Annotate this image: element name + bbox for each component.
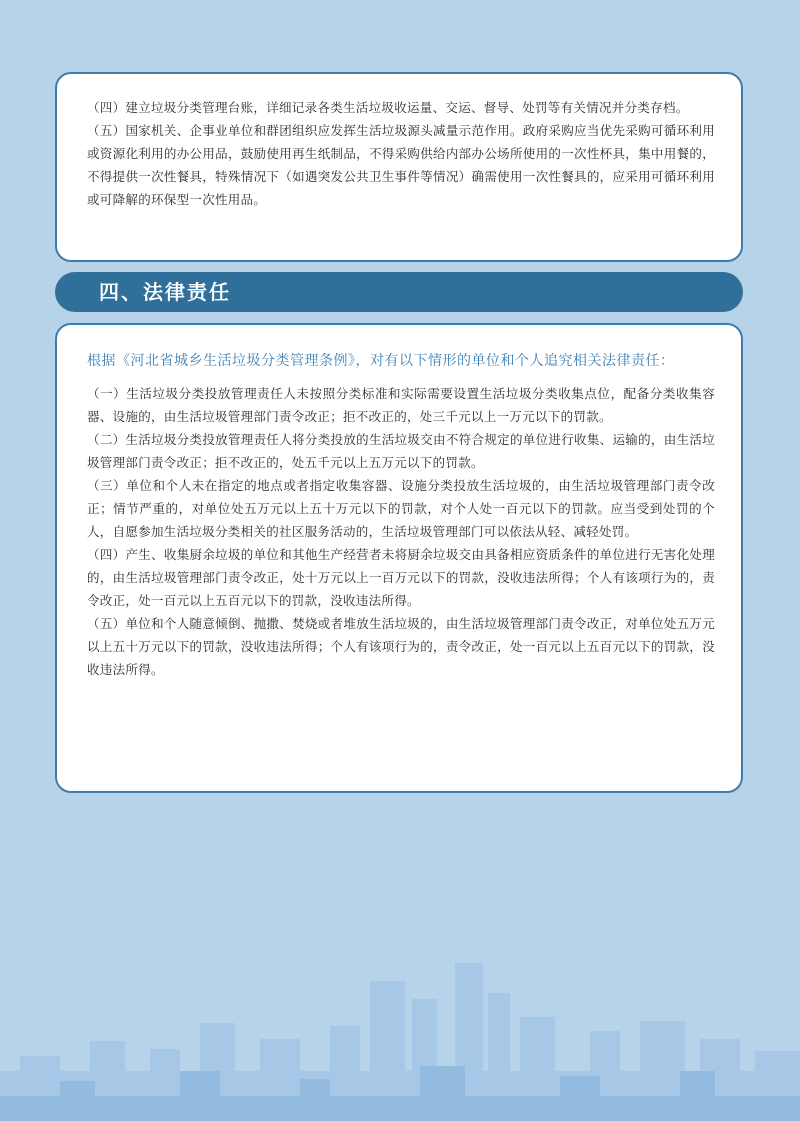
legal-responsibility-card	[55, 323, 743, 793]
legal-item: （四）产生、收集厨余垃圾的单位和其他生产经营者未将厨余垃圾交由具备相应资质条件的单位进行无害化处理的，由生活垃圾管理部门责令改正，处十万元以上一百万元以下的罚款，没收违法所得；个人有该项行为的，责令改正，处一百元以上五百元以下的罚款，没收违法所得。	[87, 547, 715, 608]
legal-item: （二）生活垃圾分类投放管理责任人将分类投放的生活垃圾交由不符合规定的单位进行收集、运输的，由生活垃圾管理部门责令改正；拒不改正的，处五千元以上五万元以下的罚款。	[87, 432, 715, 470]
paragraph-five: （五）国家机关、企事业单位和群团组织应发挥生活垃圾源头减量示范作用。政府采购应当优先采购可循环利用或资源化利用的办公用品，鼓励使用再生纸制品，不得采购供给内部办公场所使用的一次性杯具，集中用餐的，不得提供一次性餐具，特殊情况下（如遇突发公共卫生事件等情况）确需使用一次性餐具的，应采用可循环利用或可降解的环保型一次性用品。	[87, 123, 715, 207]
section-header-banner	[55, 272, 743, 312]
legal-item: （三）单位和个人未在指定的地点或者指定收集容器、设施分类投放生活垃圾的，由生活垃圾管理部门责令改正；情节严重的，对单位处五万元以上五十万元以下的罚款，对个人处一百元以下的罚款。应当受到处罚的个人，自愿参加生活垃圾分类相关的社区服务活动的，生活垃圾管理部门可以依法从轻、减轻处罚。	[87, 478, 715, 539]
legal-lead-text: 根据《河北省城乡生活垃圾分类管理条例》，对有以下情形的单位和个人追究相关法律责任：	[87, 353, 675, 369]
paragraph-four: （四）建立垃圾分类管理台账，详细记录各类生活垃圾收运量、交运、督导、处罚等有关情况并分类存档。	[87, 100, 689, 115]
top-text-card	[55, 72, 743, 262]
section-title: 四、法律责任	[99, 280, 231, 304]
legal-item: （五）单位和个人随意倾倒、抛撒、焚烧或者堆放生活垃圾的，由生活垃圾管理部门责令改正，对单位处五万元以上五十万元以下的罚款，没收违法所得；个人有该项行为的，责令改正，处一百元以上五百元以下的罚款，没收违法所得。	[87, 616, 715, 677]
city-skyline-illustration	[0, 921, 800, 1121]
legal-item: （一）生活垃圾分类投放管理责任人未按照分类标准和实际需要设置生活垃圾分类收集点位，配备分类收集容器、设施的，由生活垃圾管理部门责令改正；拒不改正的，处三千元以上一万元以下的罚款。	[87, 386, 715, 424]
